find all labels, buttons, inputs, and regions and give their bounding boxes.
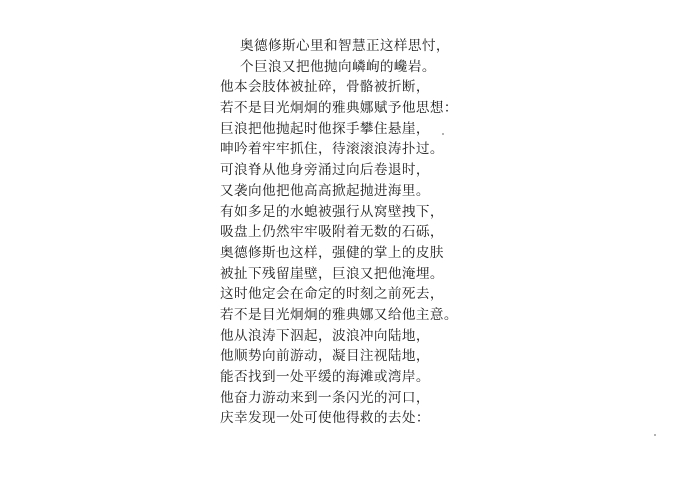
poem-line: 又袭向他把他高高掀起抛进海里。 — [220, 182, 430, 199]
poem-line: 他顺势向前游动，凝目注视陆地， — [220, 348, 430, 365]
poem-line: 能否找到一处平缓的海滩或湾岸。 — [220, 369, 430, 385]
poem-line: 个巨浪又把他抛向嶙峋的巉岩。 — [240, 58, 436, 75]
poem-line: 他从浪涛下泅起，波浪冲向陆地， — [220, 327, 430, 344]
poem-line: 呻吟着牢牢抓住，待滚滚浪涛扑过。 — [220, 141, 444, 158]
poem-line: 可浪脊从他身旁涌过向后卷退时， — [220, 162, 430, 179]
poem-line: 若不是目光炯炯的雅典娜又给他主意。 — [220, 306, 458, 323]
poem-line: 吸盘上仍然牢牢吸附着无数的石砾， — [220, 224, 444, 241]
poem-line: 被扯下残留崖壁，巨浪又把他淹埋。 — [220, 265, 444, 282]
poem-line: 若不是目光炯炯的雅典娜赋予他思想： — [220, 100, 458, 117]
poem-line: 奥德修斯也这样，强健的掌上的皮肤 — [220, 244, 444, 261]
poem-text-block — [220, 36, 480, 429]
poem-line: 有如多足的水螅被强行从窝壁拽下， — [220, 203, 444, 220]
poem-line: 巨浪把他抛起时他探手攀住悬崖， — [220, 120, 430, 137]
poem-line: 这时他定会在命定的时刻之前死去， — [220, 286, 444, 303]
poem-line: 他本会肢体被扯碎，骨骼被折断， — [220, 79, 430, 96]
scan-speck — [442, 133, 444, 135]
scan-speck — [654, 434, 656, 436]
poem-line: 庆幸发现一处可使他得救的去处： — [220, 410, 430, 427]
poem-line: 奥德修斯心里和智慧正这样思忖， — [240, 38, 450, 54]
poem-line: 他奋力游动来到一条闪光的河口， — [220, 389, 430, 406]
